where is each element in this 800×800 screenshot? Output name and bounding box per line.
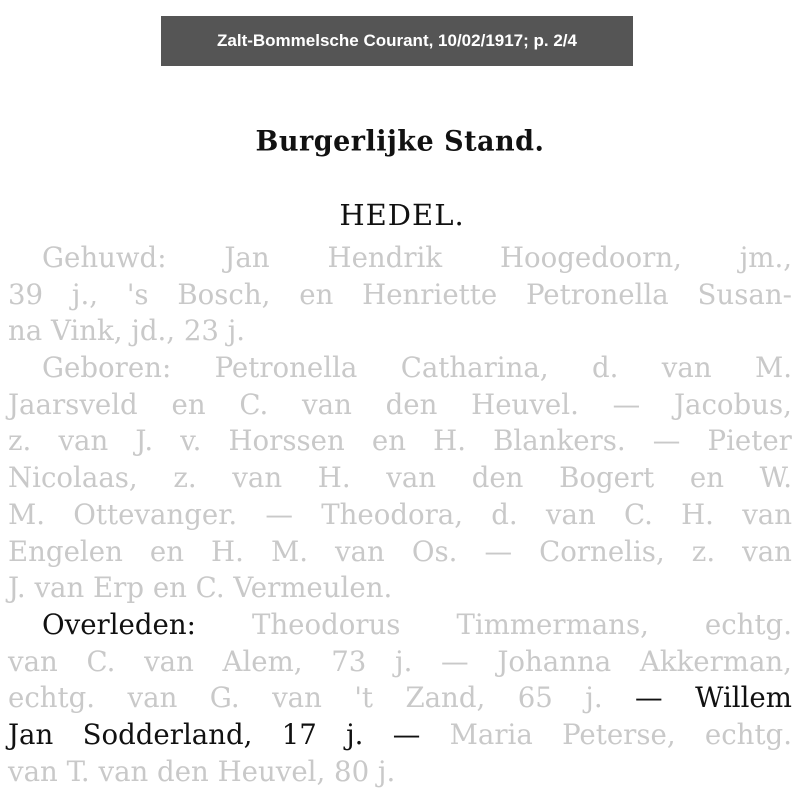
word: van [272, 681, 322, 715]
word: Pieter [707, 424, 792, 458]
word: Akkerman, [639, 644, 792, 678]
text-line [8, 497, 792, 534]
word: en [371, 424, 407, 458]
word: Jan [224, 241, 270, 274]
word: J. [135, 424, 154, 458]
word: van [386, 461, 437, 495]
text-line [8, 717, 792, 754]
highlighted-word: 17 [281, 717, 317, 751]
word: Horssen [228, 424, 345, 458]
word: Hendrik [327, 241, 443, 274]
word: echtg. [704, 607, 792, 641]
word: en [171, 387, 206, 421]
word: 73 [331, 644, 367, 678]
word: van T. van den Heuvel, 80 j. [8, 754, 396, 788]
word: Susan- [697, 277, 792, 311]
word: d. [591, 351, 619, 385]
word: — [441, 644, 469, 678]
word: Blankers. [493, 424, 626, 458]
word: d. [491, 497, 518, 531]
word: 's [126, 277, 149, 311]
highlighted-word: — [392, 717, 421, 751]
text-line [8, 350, 792, 387]
word: Zand, [405, 681, 486, 715]
word: van [742, 534, 792, 568]
word: H. [317, 461, 351, 495]
text-line [8, 570, 792, 607]
text-line [8, 644, 792, 681]
word: — [265, 497, 293, 531]
word: M. [8, 497, 46, 531]
word: jm., [739, 241, 792, 274]
word: z. [8, 424, 32, 458]
word: Engelen [8, 534, 123, 568]
word: C. [239, 387, 269, 421]
word: j., [71, 277, 99, 311]
text-line [8, 607, 792, 644]
word: Os. [411, 534, 458, 568]
text-line [8, 313, 792, 350]
word: M. [270, 534, 308, 568]
word: 't [354, 681, 373, 715]
word: W. [759, 461, 792, 495]
highlighted-word: Sodderland, [82, 717, 253, 751]
word: van [232, 461, 283, 495]
text-line [8, 277, 792, 314]
word: C. [623, 497, 653, 531]
word: Henriette [362, 277, 498, 311]
highlighted-word: — [635, 681, 663, 715]
word: G. [209, 681, 240, 715]
word: Gehuwd: [42, 241, 167, 274]
word: van [58, 424, 109, 458]
word: Ottevanger. [73, 497, 238, 531]
text-line [8, 534, 792, 571]
text-line [8, 460, 792, 497]
word: en [149, 534, 184, 568]
highlighted-word: j. [346, 717, 364, 751]
word: van [302, 387, 352, 421]
word: van [661, 351, 712, 385]
word: van [335, 534, 385, 568]
word: van [127, 681, 178, 715]
article-body [8, 240, 792, 790]
place-heading: HEDEL. [339, 198, 465, 232]
word: echtg. [704, 717, 792, 751]
word: en [299, 277, 334, 311]
word: Bosch, [177, 277, 271, 311]
word: na Vink, jd., 23 j. [8, 314, 246, 348]
word: H. [433, 424, 467, 458]
word: Alem, [222, 644, 303, 678]
word: Bogert [559, 461, 655, 495]
word: Theodorus [251, 607, 401, 641]
word: H. [681, 497, 714, 531]
section-title: Burgerlijke Stand. [255, 125, 545, 158]
word: — [652, 424, 681, 458]
highlighted-word: Overleden: [42, 607, 196, 641]
word: den [471, 461, 524, 495]
word: Theodora, [321, 497, 464, 531]
word: Jacobus, [673, 387, 792, 421]
word: C. [86, 644, 116, 678]
source-caption: Zalt-Bommelsche Courant, 10/02/1917; p. 2/4 [161, 16, 633, 66]
word: j. [395, 644, 413, 678]
word: J. van Erp en C. Vermeulen. [8, 571, 393, 605]
word: en [689, 461, 725, 495]
word: echtg. [8, 681, 96, 715]
word: 65 [517, 681, 553, 715]
word: van [742, 497, 792, 531]
word: den [385, 387, 438, 421]
word: Petronella [525, 277, 669, 311]
text-line [8, 680, 792, 717]
text-line [8, 423, 792, 460]
word: van [144, 644, 194, 678]
text-line [8, 240, 792, 277]
word: Geboren: [42, 351, 172, 385]
highlighted-word: Jan [8, 717, 54, 751]
word: Peterse, [562, 717, 676, 751]
word: Maria [449, 717, 533, 751]
word: v. [180, 424, 202, 458]
word: van [8, 644, 58, 678]
word: Cornelis, [539, 534, 665, 568]
highlighted-word: Willem [695, 681, 792, 715]
word: Timmermans, [456, 607, 649, 641]
word: — [612, 387, 641, 421]
word: — [484, 534, 513, 568]
word: z. [691, 534, 716, 568]
text-line [8, 754, 792, 791]
word: Petronella [214, 351, 358, 385]
word: Jaarsveld [8, 387, 138, 421]
word: 39 [8, 277, 44, 311]
word: j. [585, 681, 603, 715]
word: van [545, 497, 596, 531]
word: M. [754, 351, 792, 385]
word: Nicolaas, [8, 461, 138, 495]
text-line [8, 387, 792, 424]
word: Johanna [497, 644, 612, 678]
word: Heuvel. [471, 387, 579, 421]
word: H. [211, 534, 244, 568]
word: Catharina, [400, 351, 549, 385]
word: z. [173, 461, 197, 495]
word: Hoogedoorn, [499, 241, 682, 274]
